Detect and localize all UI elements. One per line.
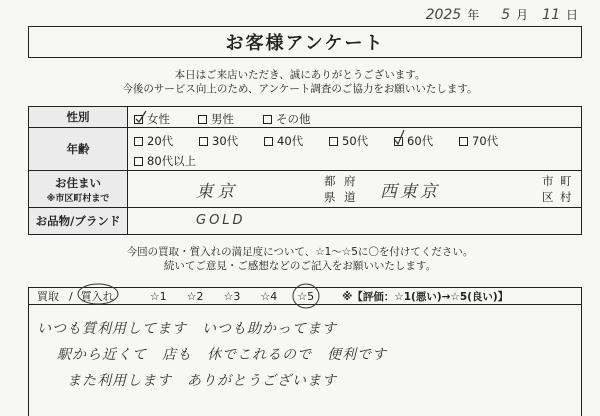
comment-line-1: いつも質利用してます いつも助かってます [37, 321, 337, 337]
age-option-50s[interactable]: 50代 [329, 133, 368, 149]
pref-unit-do: 道 [344, 190, 356, 204]
gender-label: 性別 [29, 107, 128, 127]
checkbox[interactable] [459, 137, 468, 146]
checkbox[interactable] [263, 115, 272, 124]
age-label: 年齢 [29, 128, 128, 170]
pref-unit-ken: 県 [324, 190, 336, 204]
satisfaction-intro-line-2: 続いてご意見・ご感想などのご記入をお願いいたします。 [163, 260, 437, 272]
age-option-80s-plus[interactable]: 80代以上 [134, 153, 196, 169]
check-mark-icon [394, 130, 406, 146]
city-unit-shi: 市 [542, 174, 554, 188]
day-unit: 日 [565, 8, 578, 22]
age-row [29, 128, 581, 171]
intro-line-2: 今後のサービス向上のため、アンケート調査のご協力をお願いいたします。 [122, 83, 478, 95]
address-city-value[interactable]: 西東京 [380, 182, 440, 202]
city-unit-machi: 町 [560, 174, 572, 188]
checkbox[interactable] [264, 137, 273, 146]
address-row [29, 171, 581, 208]
city-unit-ku: 区 [542, 190, 554, 204]
comment-line-2: 駅から近くて 店も 休でこれるので 便利です [57, 347, 387, 363]
star-rating-4[interactable]: ☆4 [260, 289, 278, 303]
checkbox-checked[interactable] [134, 115, 143, 124]
age-option-20s[interactable]: 20代 [134, 133, 173, 149]
survey-form-table [28, 106, 582, 235]
checkbox[interactable] [329, 137, 338, 146]
pref-unit-fu: 府 [344, 174, 356, 188]
star-rating-1[interactable]: ☆1 [149, 289, 167, 303]
gender-options [128, 107, 581, 127]
address-prefecture-value[interactable]: 東京 [196, 182, 238, 202]
age-option-60s[interactable]: 60代 [394, 133, 433, 149]
city-unit-mura: 村 [560, 190, 572, 204]
age-option-30s[interactable]: 30代 [199, 133, 238, 149]
date-line [420, 6, 578, 23]
day-value: 11 [542, 7, 560, 23]
checkbox[interactable] [198, 115, 207, 124]
gender-option-female[interactable]: 女性 [134, 111, 170, 127]
age-option-40s[interactable]: 40代 [264, 133, 303, 149]
gender-option-other[interactable]: その他 [263, 111, 311, 127]
year-unit: 年 [467, 8, 480, 22]
comments-area[interactable] [28, 304, 582, 416]
address-sublabel: ※市区町村まで [46, 193, 110, 204]
month-value: 5 [501, 7, 511, 23]
check-mark-icon [135, 111, 147, 125]
checkbox[interactable] [134, 157, 143, 166]
age-option-70s[interactable]: 70代 [459, 133, 498, 149]
checkbox-checked[interactable] [394, 137, 403, 146]
item-value[interactable]: GOLD [196, 213, 246, 228]
gender-row [29, 107, 581, 128]
month-unit: 月 [516, 8, 529, 22]
circle-mark-icon [76, 282, 120, 306]
checkbox[interactable] [134, 137, 143, 146]
type-separator: / [69, 289, 73, 303]
star-rating-2[interactable]: ☆2 [186, 289, 204, 303]
gender-option-male[interactable]: 男性 [198, 111, 234, 127]
item-label: お品物/ブランド [29, 208, 128, 234]
satisfaction-rating-bar [28, 287, 582, 305]
rating-legend: ※【評価：☆1(悪い)→☆5(良い)】 [342, 290, 509, 303]
intro-line-1: 本日はご来店いただき、誠にありがとうございます。 [174, 69, 426, 81]
type-kaitori[interactable]: 買取 [37, 290, 59, 303]
survey-title-text: お客様アンケート [225, 33, 385, 54]
item-row [29, 208, 581, 234]
age-options [128, 128, 581, 170]
pref-unit-to: 都 [324, 174, 336, 188]
address-label-cell [29, 171, 128, 207]
star-rating-5-selected[interactable]: ☆5 [297, 290, 314, 303]
type-shichiire-selected[interactable]: 質入れ [81, 288, 114, 304]
item-field[interactable] [128, 208, 581, 234]
survey-title [28, 26, 582, 58]
comment-line-3: また利用します ありがとうございます [67, 373, 337, 389]
star-rating-3[interactable]: ☆3 [223, 289, 241, 303]
address-label: お住まい [55, 175, 101, 190]
year-value: 2025 [425, 7, 462, 23]
address-field[interactable] [128, 171, 581, 207]
checkbox[interactable] [199, 137, 208, 146]
satisfaction-intro-line-1: 今回の買取・質入れの満足度について、☆1～☆5に〇を付けてください。 [126, 246, 474, 258]
